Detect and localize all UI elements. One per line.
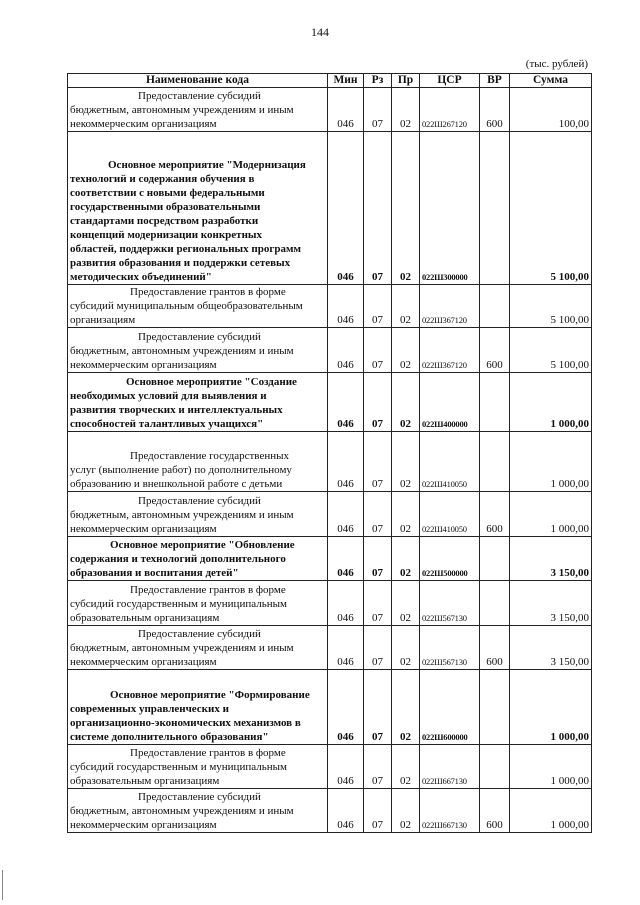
cell-rz: 07 — [364, 88, 392, 132]
cell-vr — [480, 670, 510, 745]
table-row — [68, 492, 592, 537]
cell-sum: 1 000,00 — [510, 492, 592, 537]
cell-csr: 022Ш567130 — [420, 581, 480, 626]
cell-vr — [480, 373, 510, 432]
cell-min: 046 — [328, 581, 364, 626]
cell-csr: 022Ш400000 — [420, 373, 480, 432]
cell-pr: 02 — [392, 432, 420, 492]
cell-pr: 02 — [392, 328, 420, 373]
cell-min: 046 — [328, 492, 364, 537]
cell-csr: 022Ш567130 — [420, 626, 480, 670]
row-name: Предоставление субсидий бюджетным, автономным учреждениям и иным некоммерческим организациям — [68, 328, 328, 373]
header-name: Наименование кода — [68, 74, 328, 88]
cell-vr — [480, 537, 510, 581]
table-row — [68, 285, 592, 328]
cell-csr: 022Ш667130 — [420, 789, 480, 833]
cell-pr: 02 — [392, 745, 420, 789]
cell-vr: 600 — [480, 789, 510, 833]
header-rz: Рз — [364, 74, 392, 88]
table-row — [68, 581, 592, 626]
header-min: Мин — [328, 74, 364, 88]
cell-pr: 02 — [392, 537, 420, 581]
table-row — [68, 88, 592, 132]
cell-sum: 3 150,00 — [510, 626, 592, 670]
table-row — [68, 432, 592, 492]
cell-rz: 07 — [364, 626, 392, 670]
cell-rz: 07 — [364, 285, 392, 328]
header-pr: Пр — [392, 74, 420, 88]
cell-pr: 02 — [392, 88, 420, 132]
cell-rz: 07 — [364, 745, 392, 789]
table-row — [68, 670, 592, 745]
cell-rz: 07 — [364, 328, 392, 373]
cell-sum: 3 150,00 — [510, 537, 592, 581]
cell-min: 046 — [328, 537, 364, 581]
cell-pr: 02 — [392, 285, 420, 328]
cell-csr: 022Ш410050 — [420, 492, 480, 537]
table-row — [68, 789, 592, 833]
cell-rz: 07 — [364, 432, 392, 492]
cell-min: 046 — [328, 132, 364, 285]
cell-min: 046 — [328, 789, 364, 833]
cell-pr: 02 — [392, 492, 420, 537]
cell-pr: 02 — [392, 670, 420, 745]
table-row — [68, 328, 592, 373]
cell-vr — [480, 432, 510, 492]
cell-rz: 07 — [364, 537, 392, 581]
cell-pr: 02 — [392, 132, 420, 285]
cell-vr: 600 — [480, 328, 510, 373]
table-row — [68, 745, 592, 789]
cell-sum: 1 000,00 — [510, 373, 592, 432]
cell-vr — [480, 285, 510, 328]
cell-rz: 07 — [364, 789, 392, 833]
cell-csr: 022Ш367120 — [420, 328, 480, 373]
row-name: Предоставление субсидий бюджетным, автономным учреждениям и иным некоммерческим организациям — [68, 88, 328, 132]
cell-sum: 1 000,00 — [510, 670, 592, 745]
row-name: Предоставление субсидий бюджетным, автономным учреждениям и иным некоммерческим организациям — [68, 789, 328, 833]
cell-csr: 022Ш500000 — [420, 537, 480, 581]
header-csr: ЦСР — [420, 74, 480, 88]
row-name: Основное мероприятие "Модернизация технологий и содержания обучения в соответствии с новыми федеральными государственными образовательными стандартами посредством разработки концепций модернизации конкретных областей, поддержки региональных программ развития образования и поддержки сетевых методических объединений" — [68, 132, 328, 285]
row-name: Основное мероприятие "Создание необходимых условий для выявления и развития творческих и интеллектуальных способностей талантливых учащихся" — [68, 373, 328, 432]
header-sum: Сумма — [510, 74, 592, 88]
cell-vr: 600 — [480, 88, 510, 132]
row-name: Основное мероприятие "Формирование современных управленческих и организационно-экономических механизмов в системе дополнительного образования" — [68, 670, 328, 745]
cell-sum: 100,00 — [510, 88, 592, 132]
cell-min: 046 — [328, 745, 364, 789]
cell-csr: 022Ш600000 — [420, 670, 480, 745]
row-name: Предоставление государственных услуг (выполнение работ) по дополнительному образованию и внешкольной работе с детьми — [68, 432, 328, 492]
row-name: Предоставление грантов в форме субсидий государственным и муниципальным образовательным организациям — [68, 745, 328, 789]
row-name: Предоставление грантов в форме субсидий государственным и муниципальным образовательным организациям — [68, 581, 328, 626]
cell-sum: 5 100,00 — [510, 132, 592, 285]
cell-rz: 07 — [364, 132, 392, 285]
cell-vr: 600 — [480, 626, 510, 670]
cell-csr: 022Ш300000 — [420, 132, 480, 285]
header-vr: ВР — [480, 74, 510, 88]
cell-min: 046 — [328, 670, 364, 745]
cell-rz: 07 — [364, 492, 392, 537]
row-name: Предоставление грантов в форме субсидий муниципальным общеобразовательным организациям — [68, 285, 328, 328]
cell-csr: 022Ш667130 — [420, 745, 480, 789]
row-name: Предоставление субсидий бюджетным, автономным учреждениям и иным некоммерческим организациям — [68, 492, 328, 537]
cell-pr: 02 — [392, 626, 420, 670]
cell-pr: 02 — [392, 373, 420, 432]
cell-vr: 600 — [480, 492, 510, 537]
cell-min: 046 — [328, 88, 364, 132]
cell-rz: 07 — [364, 581, 392, 626]
cell-min: 046 — [328, 432, 364, 492]
cell-vr — [480, 132, 510, 285]
cell-min: 046 — [328, 285, 364, 328]
cell-csr: 022Ш267120 — [420, 88, 480, 132]
budget-table — [67, 73, 592, 833]
cell-pr: 02 — [392, 789, 420, 833]
cell-vr — [480, 581, 510, 626]
cell-sum: 1 000,00 — [510, 745, 592, 789]
cell-min: 046 — [328, 373, 364, 432]
table-row — [68, 537, 592, 581]
cell-sum: 3 150,00 — [510, 581, 592, 626]
cell-csr: 022Ш367120 — [420, 285, 480, 328]
cell-min: 046 — [328, 626, 364, 670]
table-row — [68, 373, 592, 432]
cell-sum: 1 000,00 — [510, 789, 592, 833]
table-row — [68, 626, 592, 670]
cell-csr: 022Ш410050 — [420, 432, 480, 492]
row-name: Предоставление субсидий бюджетным, автономным учреждениям и иным некоммерческим организациям — [68, 626, 328, 670]
scan-edge-mark — [2, 870, 3, 900]
cell-sum: 1 000,00 — [510, 432, 592, 492]
page-number: 144 — [311, 25, 329, 39]
cell-pr: 02 — [392, 581, 420, 626]
units-label: (тыс. рублей) — [525, 58, 588, 70]
cell-vr — [480, 745, 510, 789]
cell-rz: 07 — [364, 373, 392, 432]
cell-rz: 07 — [364, 670, 392, 745]
cell-sum: 5 100,00 — [510, 285, 592, 328]
cell-min: 046 — [328, 328, 364, 373]
row-name: Основное мероприятие "Обновление содержания и технологий дополнительного образования и воспитания детей" — [68, 537, 328, 581]
table-row — [68, 132, 592, 285]
table-header-row — [68, 74, 592, 88]
cell-sum: 5 100,00 — [510, 328, 592, 373]
